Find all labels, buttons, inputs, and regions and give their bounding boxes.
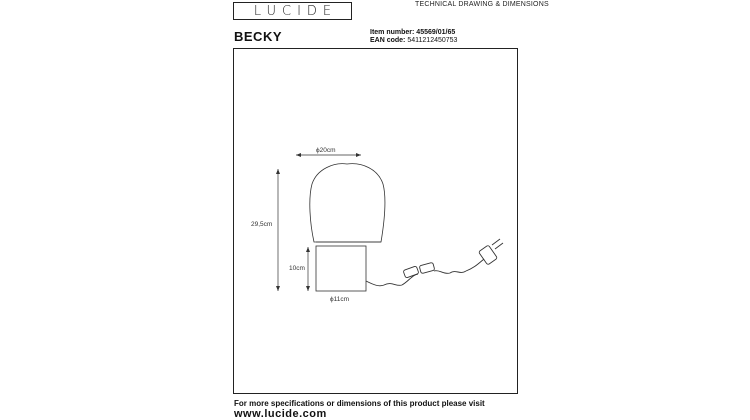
shade-diameter-dimension (296, 147, 361, 157)
base-diameter-dimension (330, 296, 349, 303)
ean-code-value: 5411212450753 (407, 37, 458, 44)
base-height-label: 10cm (289, 265, 305, 272)
technical-drawing-frame (233, 48, 518, 394)
base-diameter-label: ϕ11cm (330, 296, 350, 303)
website-link[interactable]: www.lucide.com (234, 408, 327, 420)
lamp-shade-outline (310, 164, 385, 242)
ean-code-row (370, 37, 457, 45)
item-number-label: Item number: (370, 29, 415, 36)
logo-text: LUCIDE (253, 3, 338, 19)
document-title: TECHNICAL DRAWING & DIMENSIONS (415, 1, 549, 8)
cord-switch-icon (403, 262, 435, 278)
item-number-row (370, 29, 457, 37)
lucide-logo (233, 2, 352, 20)
total-height-dimension (251, 169, 280, 291)
lamp-drawing (234, 49, 519, 395)
total-height-label: 29,5cm (251, 221, 273, 228)
base-height-dimension (289, 247, 310, 291)
lamp-base-outline (316, 246, 366, 291)
product-name: BECKY (234, 29, 283, 44)
product-codes (370, 29, 457, 45)
shade-diameter-label: ϕ20cm (316, 147, 336, 154)
item-number-value: 45569/01/65 (416, 29, 456, 36)
ean-code-label: EAN code: (370, 37, 406, 44)
footer-note: For more specifications or dimensions of this product please visit (234, 399, 485, 408)
